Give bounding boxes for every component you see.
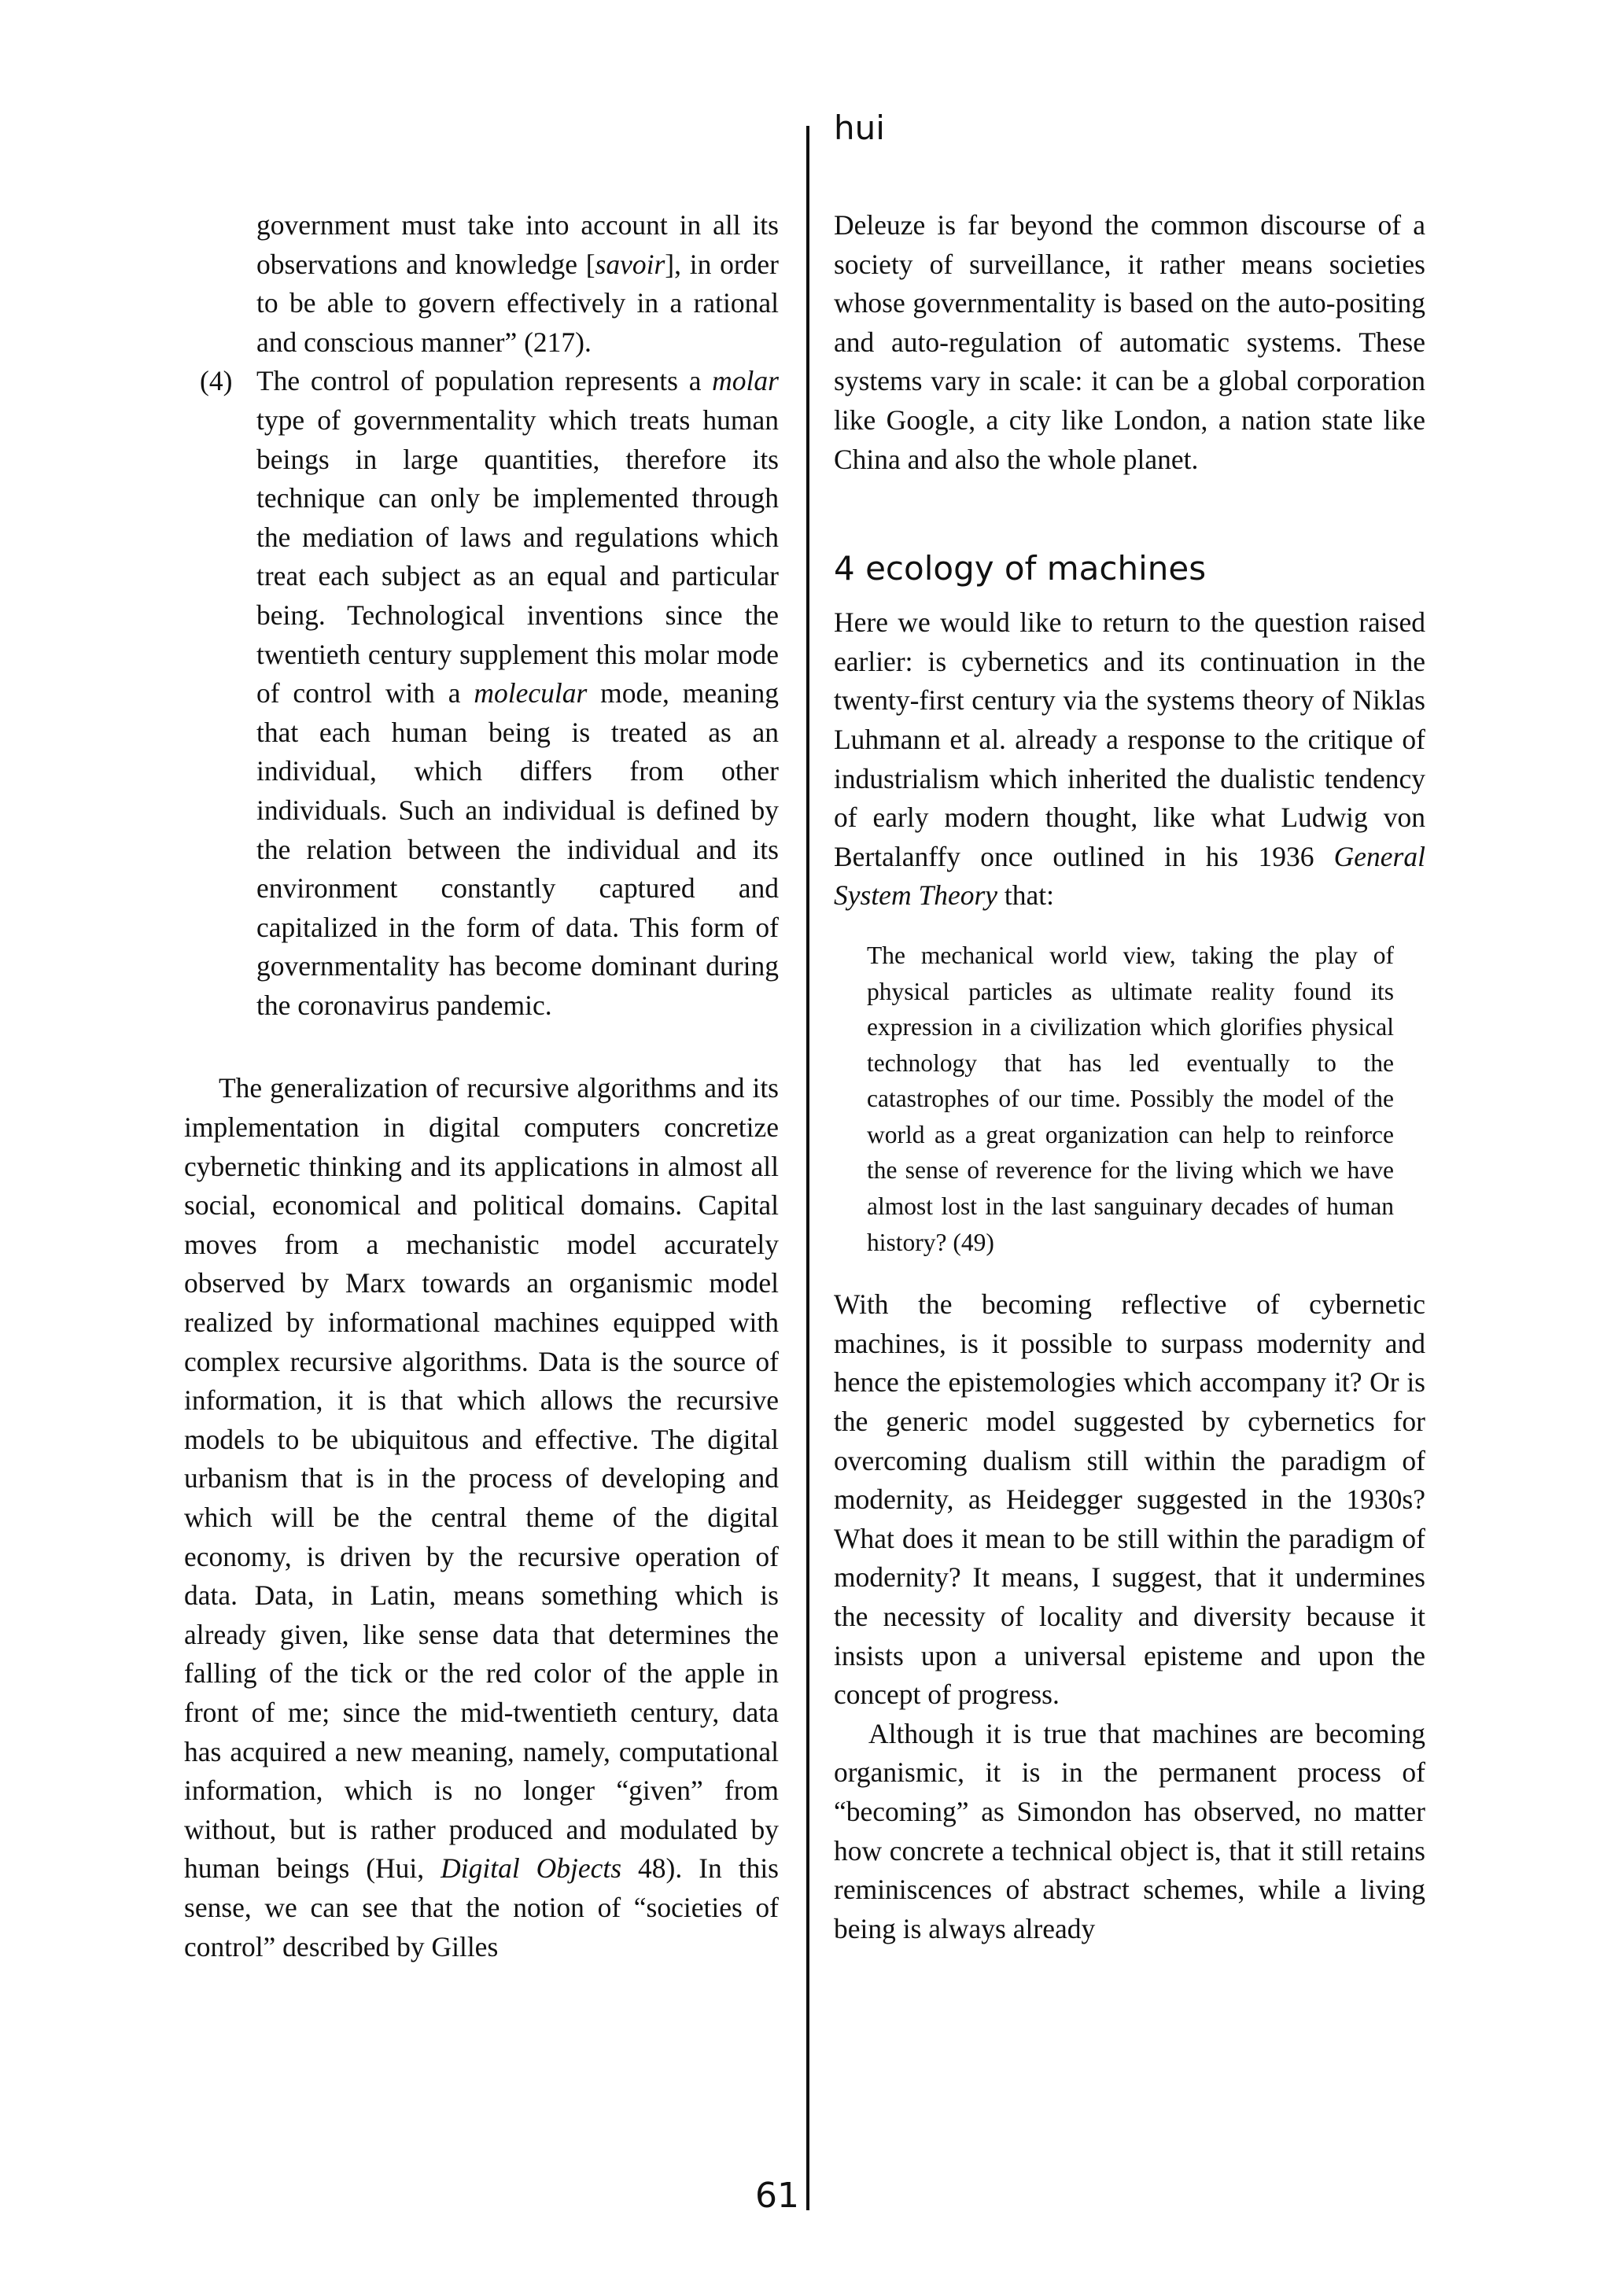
text-run: mode, meaning that each human being is treated as an individual, which differs from other individuals. Such an individual is defined by the relation between the individual and its environment constantly captured and capitalized in the form of data. This form of governmentality has become dominant during the coronavirus pandemic. — [256, 677, 779, 1021]
italic-title: General System Theory — [834, 840, 1425, 912]
body-paragraph: Although it is true that machines are becoming organismic, it is in the permanent process of “becoming” as Simondon has observed, no matter how concrete a technical object is, that it still retains reminiscences of abstract schemes, while a living being is always already — [834, 1717, 1425, 1944]
column-divider-rule — [806, 126, 809, 2210]
italic-term: molar — [712, 365, 779, 397]
italic-term: savoir — [595, 248, 665, 280]
list-number: (4) — [200, 365, 233, 397]
list-item-4 — [184, 362, 779, 1025]
body-paragraph-continuation: Deleuze is far beyond the common discourse of a society of surveillance, it rather means societies whose governmentality is based on the auto-positing and auto-regulation of automatic systems. These systems vary in scale: it can be a global corporation like Google, a city like London, a nation state like China and also the whole planet. — [834, 209, 1425, 475]
right-column — [834, 206, 1425, 1948]
running-head: hui — [834, 109, 885, 147]
body-paragraph — [184, 1069, 779, 1966]
text-run: ], in order to be able to govern effectively in a rational and conscious manner” (217). — [256, 248, 779, 358]
page-number: 61 — [755, 2176, 799, 2216]
left-column — [184, 206, 779, 1966]
text-run: The generalization of recursive algorithms and its implementation in digital computers concretize cybernetic thinking and its applications in almost all social, economical and political domains. Capital moves from a mechanistic model accurately observed by Marx towards an organismic model realized by informational machines equipped with complex recursive algorithms. Data is the source of information, it is that which allows the recursive models to be ubiquitous and effective. The digital urbanism that is in the process of developing and which will be the central theme of the digital economy, is driven by the recursive operation of data. Data, in Latin, means something which is already given, like sense data that determines the falling of the tick or the red color of the apple in front of me; since the mid-twentieth century, data has acquired a new meaning, namely, computational information, which is no longer “given” from without, but is rather produced and modulated by human beings (Hui, — [184, 1072, 779, 1885]
block-quote: The mechanical world view, taking the play of physical particles as ultimate reality found its expression in a civilization which glorifies physical technology that has led eventually to the catastrophes of our time. Possibly the model of the world as a great organization can help to reinforce the sense of reverence for the living which we have almost lost in the last sanguinary decades of human history? (49) — [867, 941, 1394, 1256]
text-run: 48). In this sense, we can see that the notion of “societies of control” described by Gilles — [184, 1852, 779, 1962]
text-run: Here we would like to return to the question raised earlier: is cybernetics and its continuation in the twenty-first century via the systems theory of Niklas Luhmann et al. already a response to the critique of industrialism which inherited the dualistic tendency of early modern thought, like what Ludwig von Bertalanffy once outlined in his 1936 — [834, 606, 1425, 872]
text-run: type of governmentality which treats human beings in large quantities, therefore its technique can only be implemented through the mediation of laws and regulations which treat each subject as an equal and particular being. Technological inventions since the twentieth century supplement this molar mode of control with a — [256, 404, 779, 709]
text-run: government must take into account in all its observations and knowledge [ — [256, 209, 779, 280]
italic-title: Digital Objects — [441, 1852, 622, 1885]
section-heading: 4 ecology of machines — [834, 549, 1207, 588]
section-paragraph — [834, 603, 1425, 916]
text-run: The control of population represents a — [256, 365, 713, 397]
italic-term: molecular — [474, 677, 588, 709]
text-run: that: — [997, 879, 1055, 912]
body-paragraph: With the becoming reflective of cybernetic machines, is it possible to surpass modernity and hence the epistemologies which accompany it? Or is the generic model suggested by cybernetics for overcoming dualism still within the paradigm of modernity, as Heidegger suggested in the 1930s? What does it mean to be still within the paradigm of modernity? It means, I suggest, that it undermines the necessity of locality and diversity because it insists upon a universal episteme and upon the concept of progress. — [834, 1288, 1425, 1711]
list-item-continuation — [184, 206, 779, 362]
